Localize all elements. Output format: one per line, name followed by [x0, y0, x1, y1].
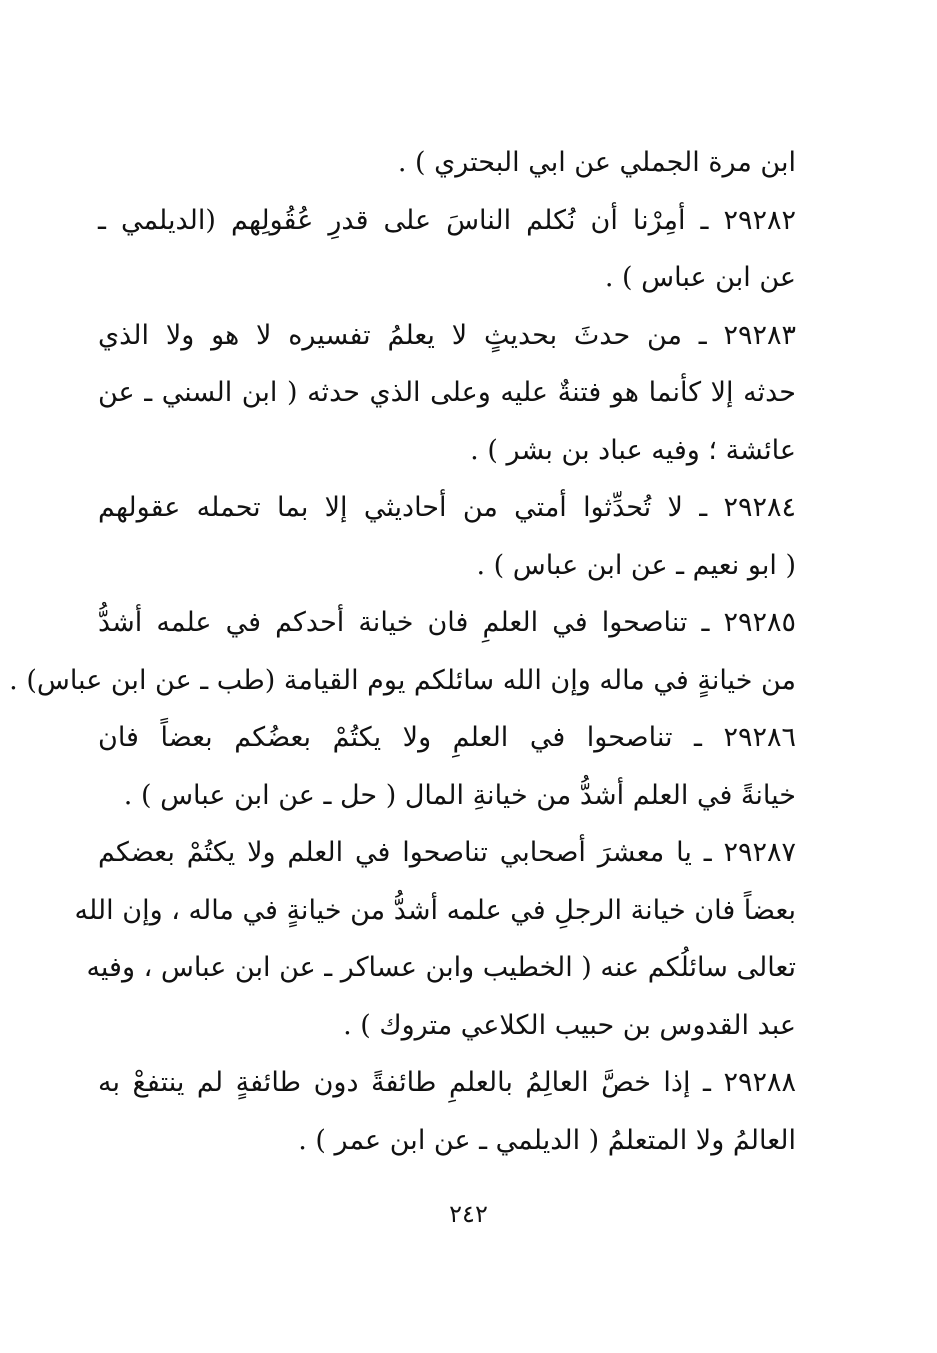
text-line: العالمُ ولا المتعلمُ ( الديلمي ـ عن ابن عمر ) .	[298, 1124, 796, 1156]
hadith-text-block	[9, 134, 796, 1169]
text-line: ٢٩٢٨٦ ـ تناصحوا في العلمِ ولا يكتُمْ بعضُكم بعضاً فان	[98, 722, 796, 753]
text-line: ٢٩٢٨٧ ـ يا معشرَ أصحابي تناصحوا في العلم ولا يكتُمْ بعضكم	[98, 837, 796, 868]
text-line: تعالى سائلُكم عنه ( الخطيب وابن عساكر ـ عن ابن عباس ، وفيه	[86, 952, 796, 983]
text-line: عبد القدوس بن حبيب الكلاعي متروك ) .	[343, 1009, 796, 1041]
text-line: عائشة ؛ وفيه عباد بن بشر ) .	[470, 434, 796, 466]
text-line: ٢٩٢٨٨ ـ إذا خصَّ العالِمُ بالعلمِ طائفةً دون طائفةٍ لم ينتفعْ به	[98, 1067, 796, 1098]
text-line: ٢٩٢٨٤ ـ لا تُحدِّثوا أمتي من أحاديثي إلا بما تحمله عقولهم	[98, 492, 796, 523]
text-line: حدثه إلا كأنما هو فتنةٌ عليه وعلى الذي حدثه ( ابن السني ـ عن	[98, 377, 796, 408]
text-line: ٢٩٢٨٥ ـ تناصحوا في العلمِ فان خيانة أحدكم في علمه أشدُّ	[98, 607, 796, 638]
text-line: خيانةً في العلم أشدُّ من خيانةِ المال ( حل ـ عن ابن عباس ) .	[123, 779, 796, 811]
text-line: بعضاً فان خيانة الرجلِ في علمه أشدُّ من خيانةٍ في ماله ، وإن الله	[74, 894, 796, 926]
page-number: ٢٤٢	[449, 1200, 488, 1228]
text-line: ( ابو نعيم ـ عن ابن عباس ) .	[476, 549, 796, 581]
text-line: عن ابن عباس ) .	[604, 262, 796, 293]
text-line: من خيانةٍ في ماله وإن الله سائلكم يوم القيامة (طب ـ عن ابن عباس) .	[9, 664, 796, 696]
text-line: ابن مرة الجملي عن ابي البحتري ) .	[397, 147, 796, 178]
text-line: ٢٩٢٨٣ ـ من حدثَ بحديثٍ لا يعلمُ تفسيره لا هو ولا الذي	[98, 319, 796, 351]
text-line: ٢٩٢٨٢ ـ أمِرْنا أن نُكلم الناسَ على قدرِ عُقُولِهم (الديلمي ـ	[98, 204, 796, 236]
